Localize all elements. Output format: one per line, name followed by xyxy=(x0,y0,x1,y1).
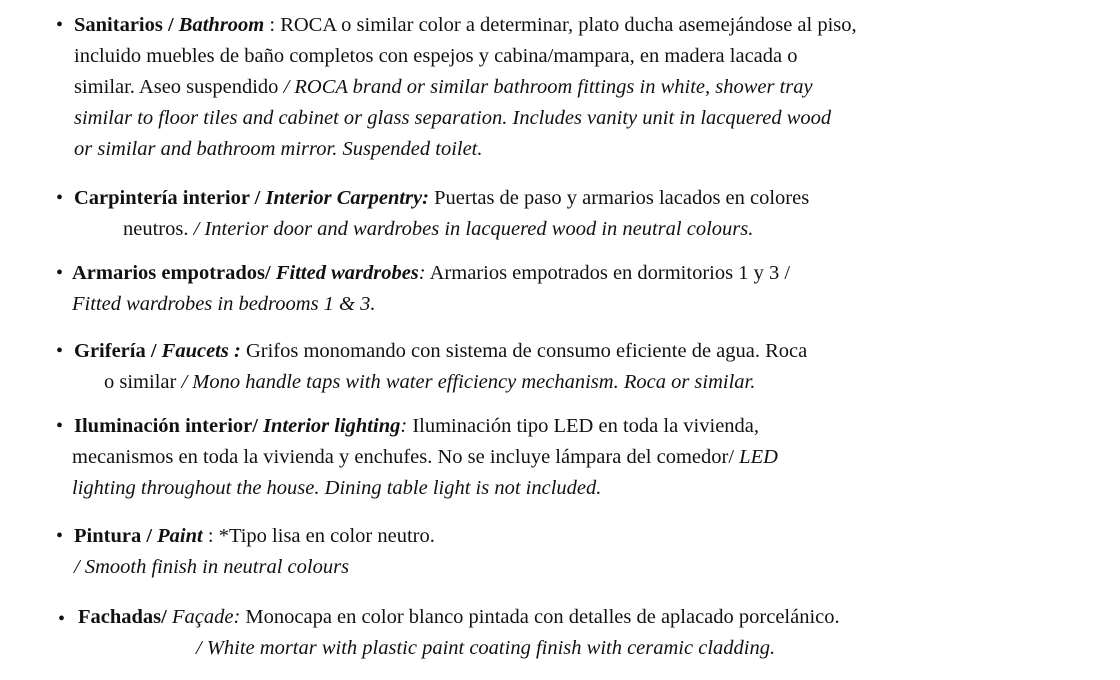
text: incluido muebles de baño completos con espejos y cabina/mampara, en madera lacada o xyxy=(74,45,798,67)
text: Puertas de paso y armarios lacados en colores xyxy=(428,187,810,209)
heading-es: Pintura / xyxy=(74,525,158,547)
line-2 xyxy=(72,442,778,473)
text-en: or similar and bathroom mirror. Suspended toilet. xyxy=(74,138,483,160)
text-en: LED xyxy=(739,446,778,468)
separator: : xyxy=(264,14,281,36)
text: ROCA o similar color a determinar, plato ducha asemejándose al piso, xyxy=(280,14,857,36)
line-3 xyxy=(72,473,601,504)
heading-es: Carpintería interior / xyxy=(74,187,266,209)
heading-en: Bathroom xyxy=(178,14,265,36)
text: *Tipo lisa en color neutro. xyxy=(218,525,435,547)
text: Grifos monomando con sistema de consumo eficiente de agua. Roca xyxy=(240,340,808,362)
line-1 xyxy=(78,602,840,633)
text: Armarios empotrados en dormitorios 1 y 3 / xyxy=(425,262,791,284)
line-1 xyxy=(74,411,759,442)
line-2 xyxy=(104,367,755,398)
heading-es: Sanitarios / xyxy=(74,14,179,36)
text-en: similar to floor tiles and cabinet or glass separation. Includes vanity unit in lacquered wood xyxy=(74,107,832,129)
text: neutros. xyxy=(123,218,194,240)
text-en: / Mono handle taps with water efficiency mechanism. Roca or similar. xyxy=(181,371,756,393)
heading-en: Fitted wardrobes xyxy=(275,262,419,284)
heading-es: Grifería / xyxy=(74,340,162,362)
line-1 xyxy=(72,258,790,289)
text-en: Fitted wardrobes in bedrooms 1 & 3. xyxy=(72,293,376,315)
text-en: / ROCA brand or similar bathroom fittings in white, shower tray xyxy=(283,76,813,98)
heading-en: Façade: xyxy=(171,606,241,628)
line-2 xyxy=(196,633,775,664)
line-5 xyxy=(74,134,483,165)
heading-en: Interior Carpentry: xyxy=(265,187,429,209)
heading-es: Fachadas/ xyxy=(78,606,172,628)
text: o similar xyxy=(104,371,182,393)
heading-en: Faucets : xyxy=(161,340,241,362)
bullet: • xyxy=(56,187,64,209)
line-2 xyxy=(123,214,753,245)
bullet: • xyxy=(56,415,64,437)
text-en: / Smooth finish in neutral colours xyxy=(74,556,350,578)
text-en: / White mortar with plastic paint coating finish with ceramic cladding. xyxy=(196,637,776,659)
text: Monocapa en color blanco pintada con detalles de aplacado porcelánico. xyxy=(240,606,840,628)
text-en: / Interior door and wardrobes in lacquered wood in neutral colours. xyxy=(193,218,754,240)
line-1 xyxy=(74,521,435,552)
separator: : xyxy=(202,525,219,547)
line-2 xyxy=(72,289,376,320)
separator: : xyxy=(400,415,408,437)
text-en: lighting throughout the house. Dining table light is not included. xyxy=(72,477,602,499)
text: Iluminación tipo LED en toda la vivienda, xyxy=(407,415,760,437)
line-2 xyxy=(74,552,349,583)
line-1 xyxy=(74,336,807,367)
bullet: • xyxy=(56,340,64,362)
heading-en: Interior lighting xyxy=(263,415,401,437)
line-2 xyxy=(74,41,798,72)
heading-es: Iluminación interior/ xyxy=(74,415,264,437)
line-1 xyxy=(74,10,857,41)
text: mecanismos en toda la vivienda y enchufes. No se incluye lámpara del comedor/ xyxy=(72,446,740,468)
separator: : xyxy=(418,262,426,284)
line-4 xyxy=(74,103,831,134)
bullet: • xyxy=(56,525,64,547)
text: similar. Aseo suspendido xyxy=(74,76,284,98)
line-3 xyxy=(74,72,813,103)
heading-en: Paint xyxy=(157,525,203,547)
line-1 xyxy=(74,183,809,214)
bullet: • xyxy=(56,14,64,36)
bullet: • xyxy=(56,262,64,284)
bullet: • xyxy=(58,608,66,630)
heading-es: Armarios empotrados/ xyxy=(72,262,276,284)
